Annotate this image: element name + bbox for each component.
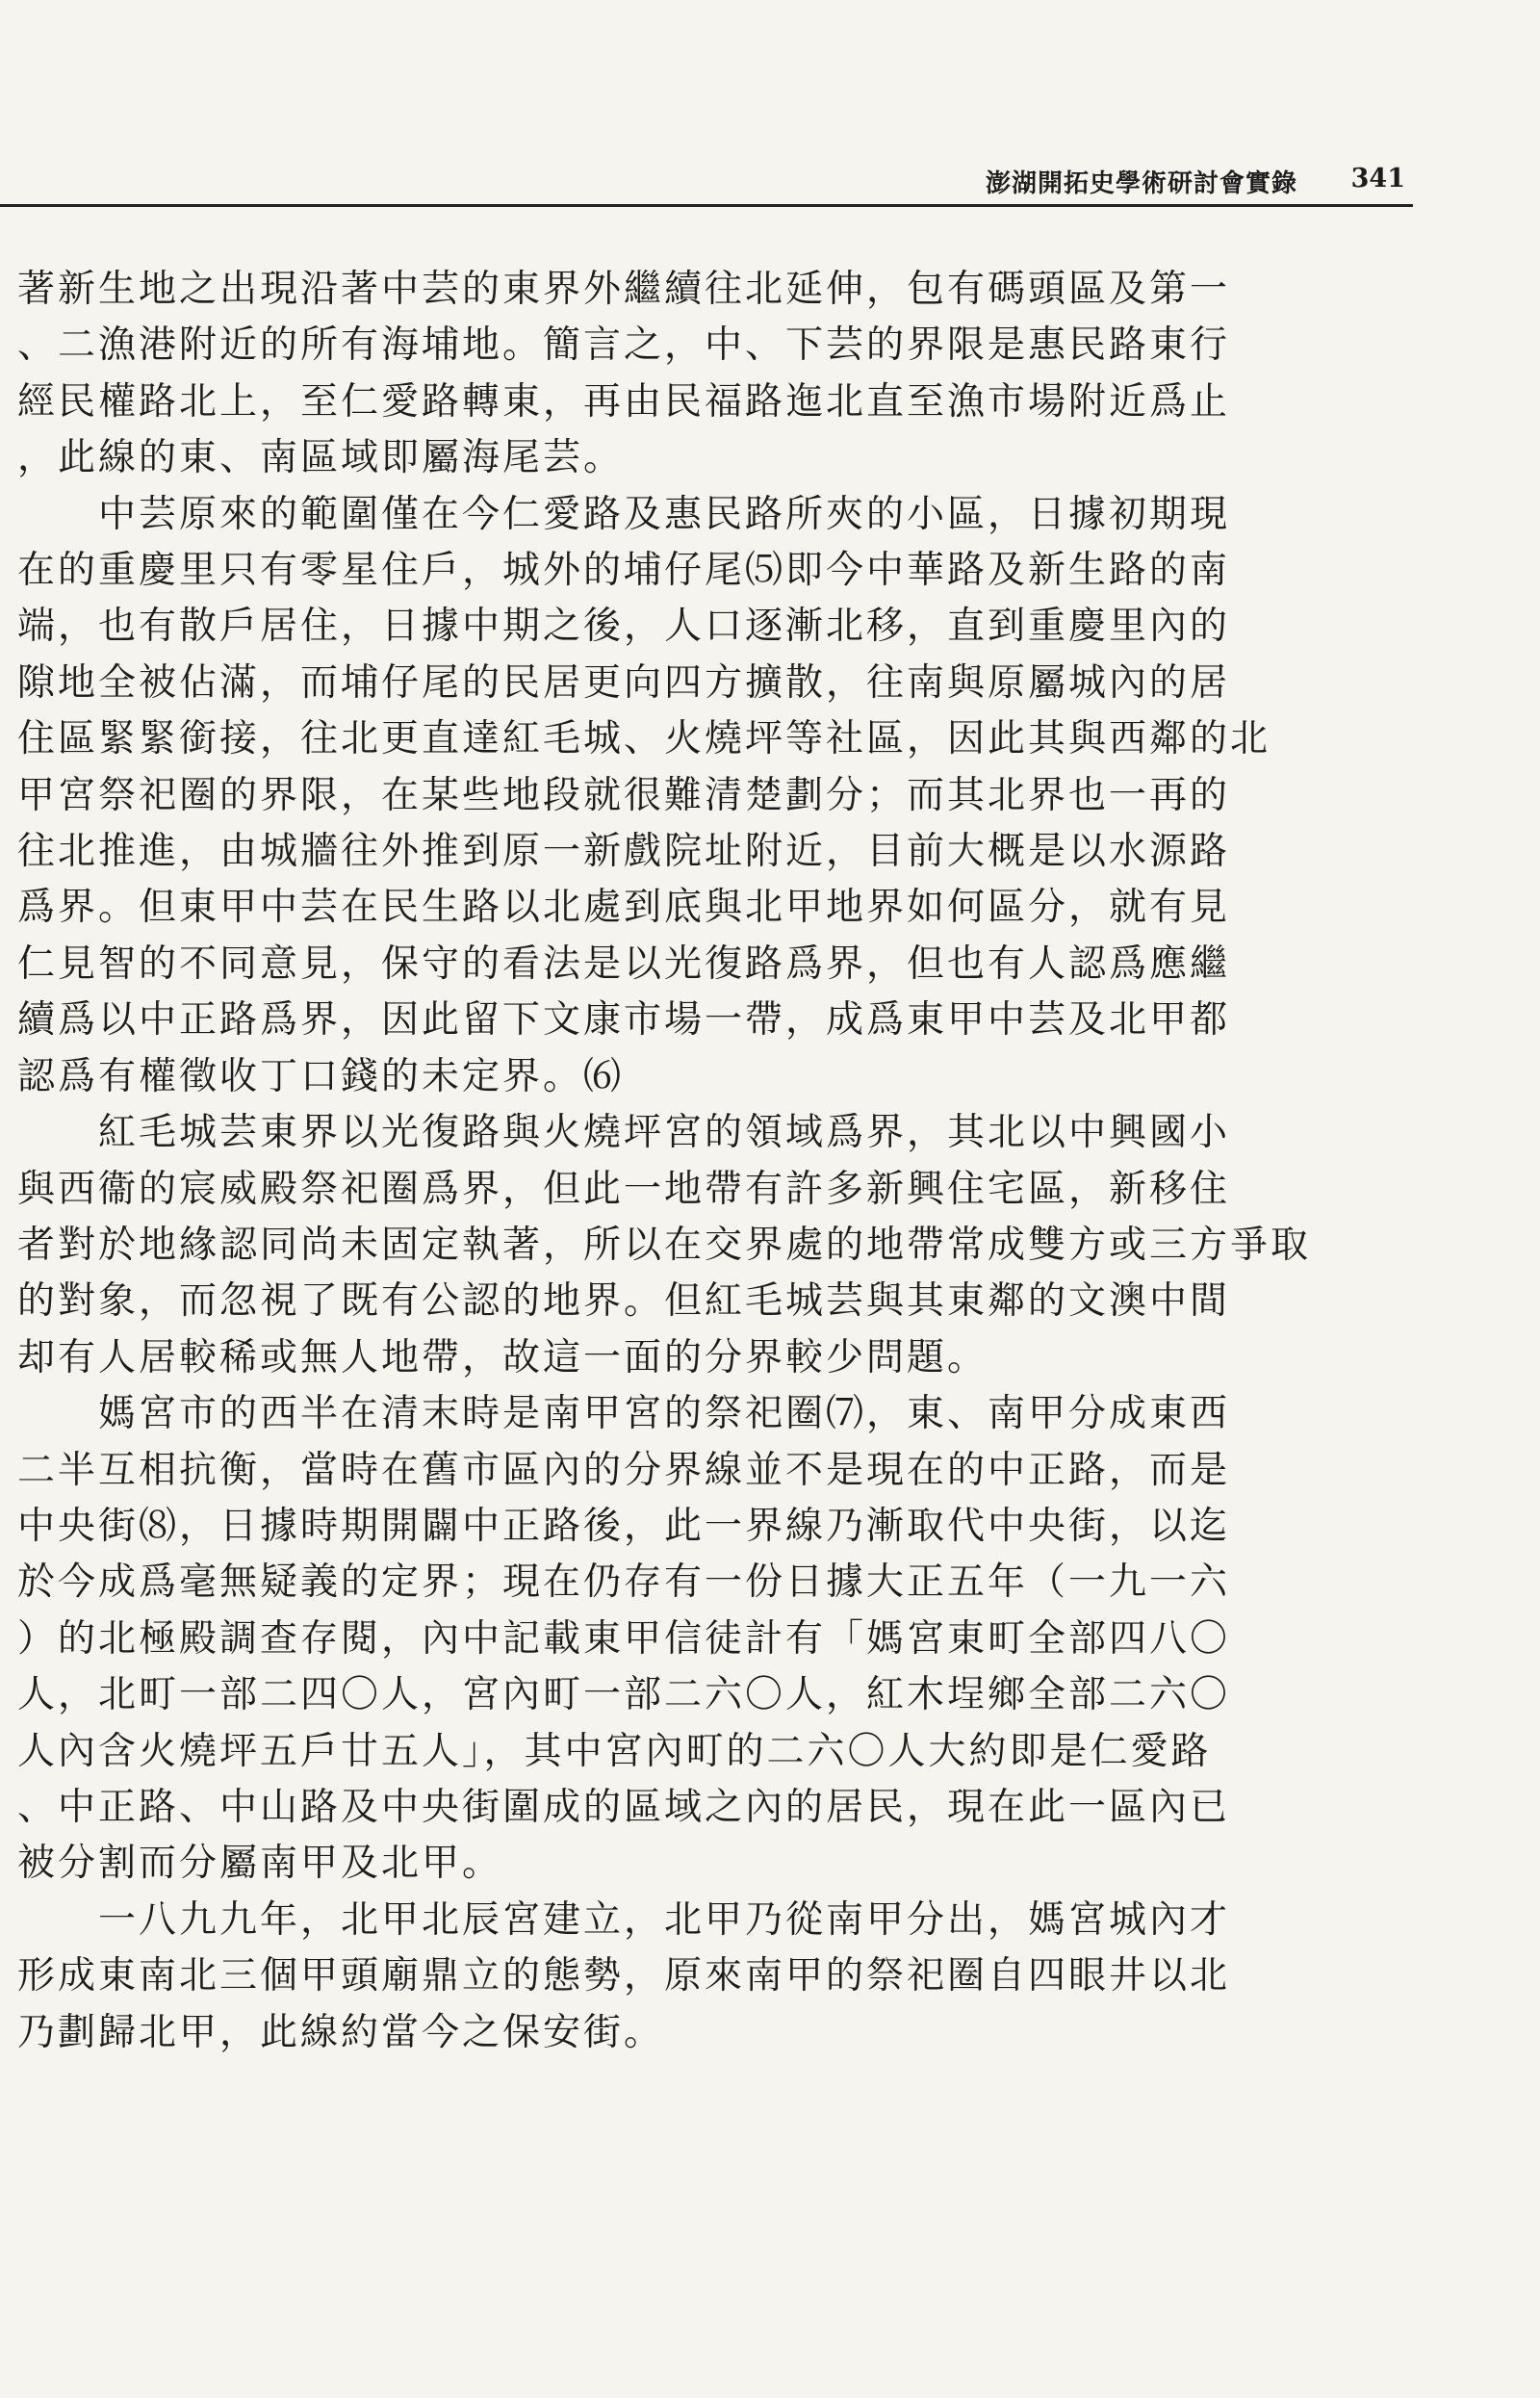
- paragraph: 一八九九年，北甲北辰宮建立，北甲乃從南甲分出，媽宮城內才 形成東南北三個甲頭廟鼎立的態勢，原來南甲的祭祀圈自四眼井以北 乃劃歸北甲，此線約當今之保安街。: [17, 1897, 1231, 2054]
- paragraph: 著新生地之出現沿著中芸的東界外繼續往北延伸，包有碼頭區及第一 、二漁港附近的所有海埔地。簡言之，中、下芸的界限是惠民路東行 經民權路北上，至仁愛路轉東，再由民福路迤北直至漁市場附近爲止 ，此線的東、南區域即屬海尾芸。: [17, 268, 1231, 480]
- paragraph: 紅毛城芸東界以光復路與火燒坪宮的領域爲界，其北以中興國小 與西衞的宸威殿祭祀圈爲界，但此一地帶有許多新興住宅區，新移住 者對於地緣認同尚未固定執著，所以在交界處的地帶常成雙方或三方爭取 的對象，而忽視了既有公認的地界。但紅毛城芸與其東鄰的文澳中間 却有人居較稀或無人地帶，故這一面的分界較少問題。: [17, 1111, 1312, 1379]
- paragraph: 中芸原來的範圍僅在今仁愛路及惠民路所夾的小區，日據初期現 在的重慶里只有零星住戶，城外的埔仔尾⑸即今中華路及新生路的南 端，也有散戶居住，日據中期之後，人口逐漸北移，直到重慶里內的 隙地全被佔滿，而埔仔尾的民居更向四方擴散，往南與原屬城內的居 住區緊緊銜接，往北更直達紅毛城、火燒坪等社區，因此其與西鄰的北 甲宮祭祀圈的界限，在某些地段就很難清楚劃分；而其北界也一再的 往北推進，由城牆往外推到原一新戲院址附近，目前大概是以水源路 爲界。但東甲中芸在民生路以北處到底與北甲地界如何區分，就有見 仁見智的不同意見，保守的看法是以光復路爲界，但也有人認爲應繼 續爲以中正路爲界，因此留下文康市場一帶，成爲東甲中芸及北甲都 認爲有權徵收丁口錢的未定界。⑹: [17, 492, 1271, 1098]
- running-header: [0, 162, 1413, 207]
- body-text: [17, 262, 1392, 2061]
- paragraph: 媽宮市的西半在清末時是南甲宮的祭祀圈⑺，東、南甲分成東西 二半互相抗衡，當時在舊市區內的分界線並不是現在的中正路，而是 中央街⑻，日據時期開闢中正路後，此一界線乃漸取代中央街，以迄 於今成爲毫無疑義的定界；現在仍存有一份日據大正五年（一九一六 ）的北極殿調查存閱，內中記載東甲信徒計有「媽宮東町全部四八〇 人，北町一部二四〇人，宮內町一部二六〇人，紅木埕鄉全部二六〇 人內含火燒坪五戶廿五人」，其中宮內町的二六〇人大約即是仁愛路 、中正路、中山路及中央街圍成的區域之內的居民，現在此一區內已 被分割而分屬南甲及北甲。: [17, 1392, 1231, 1886]
- page-number: 341: [1350, 164, 1405, 193]
- running-title: 澎湖開拓史學術研討會實錄: [985, 169, 1297, 198]
